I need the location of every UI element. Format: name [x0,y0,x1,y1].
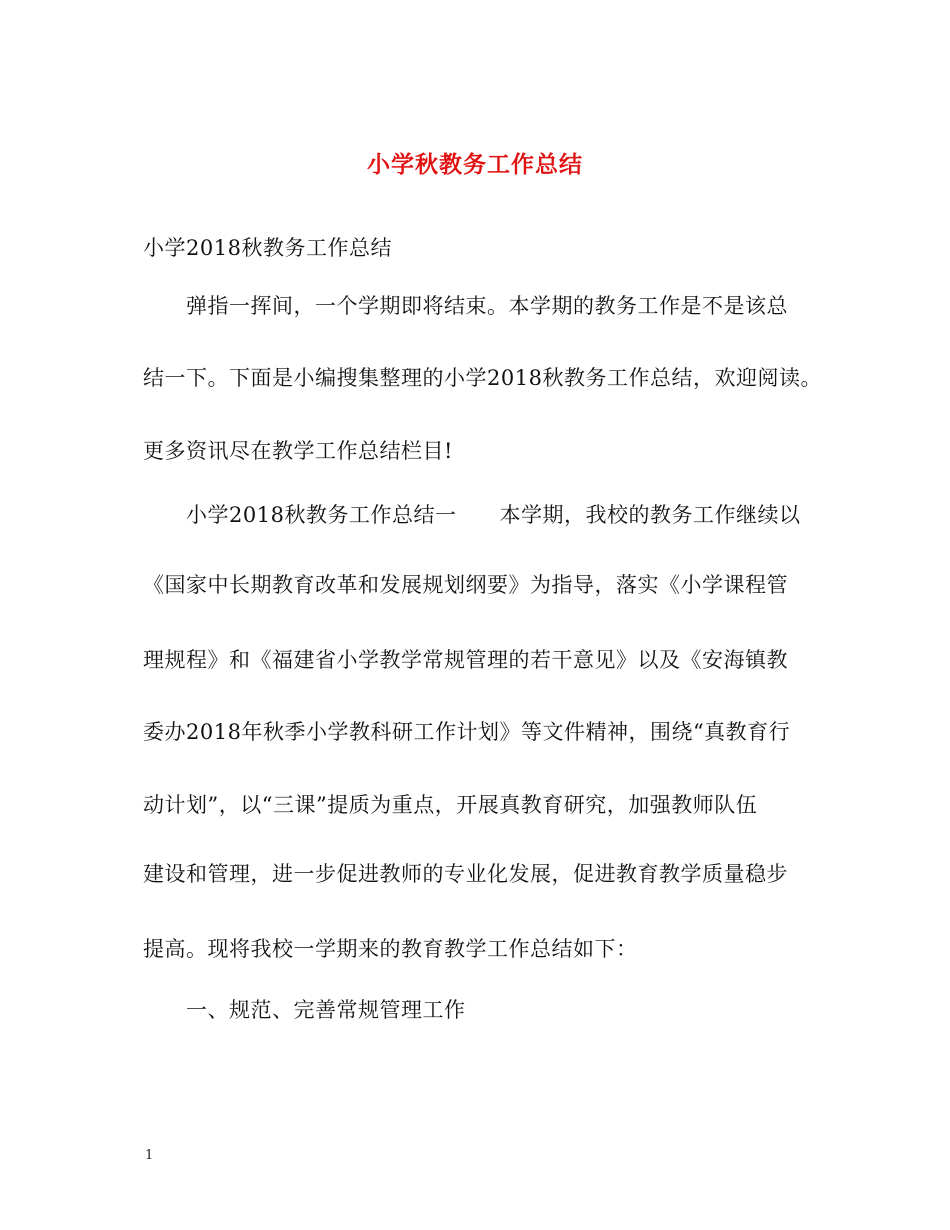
document-title: 小学秋教务工作总结 [367,151,583,178]
subtitle-line: 小学2018秋教务工作总结 [143,236,392,260]
paragraph-line: 更多资讯尽在教学工作总结栏目! [143,439,453,463]
paragraph-line: 动计划”，以“三课”提质为重点，开展真教育研究，加强教师队伍 [143,793,758,817]
paragraph-line: 委办2018年秋季小学教科研工作计划》等文件精神，围绕“真教育行 [143,720,791,744]
paragraph-line: 弹指一挥间，一个学期即将结束。本学期的教务工作是不是该总 [186,294,788,318]
paragraph-line: 提高。现将我校一学期来的教育教学工作总结如下： [143,937,638,961]
paragraph-line: 结一下。下面是小编搜集整理的小学2018秋教务工作总结，欢迎阅读。 [143,366,822,390]
paragraph-line: 理规程》和《福建省小学教学常规管理的若干意见》以及《安海镇教 [143,648,788,672]
paragraph-line: 《国家中长期教育改革和发展规划纲要》为指导，落实《小学课程管 [143,573,788,597]
page-number: 1 [145,1148,154,1163]
paragraph-line: 建设和管理，进一步促进教师的专业化发展，促进教育教学质量稳步 [143,862,788,886]
paragraph-line: 小学2018秋教务工作总结一 本学期，我校的教务工作继续以 [186,503,801,527]
section-heading: 一、规范、完善常规管理工作 [186,998,466,1022]
